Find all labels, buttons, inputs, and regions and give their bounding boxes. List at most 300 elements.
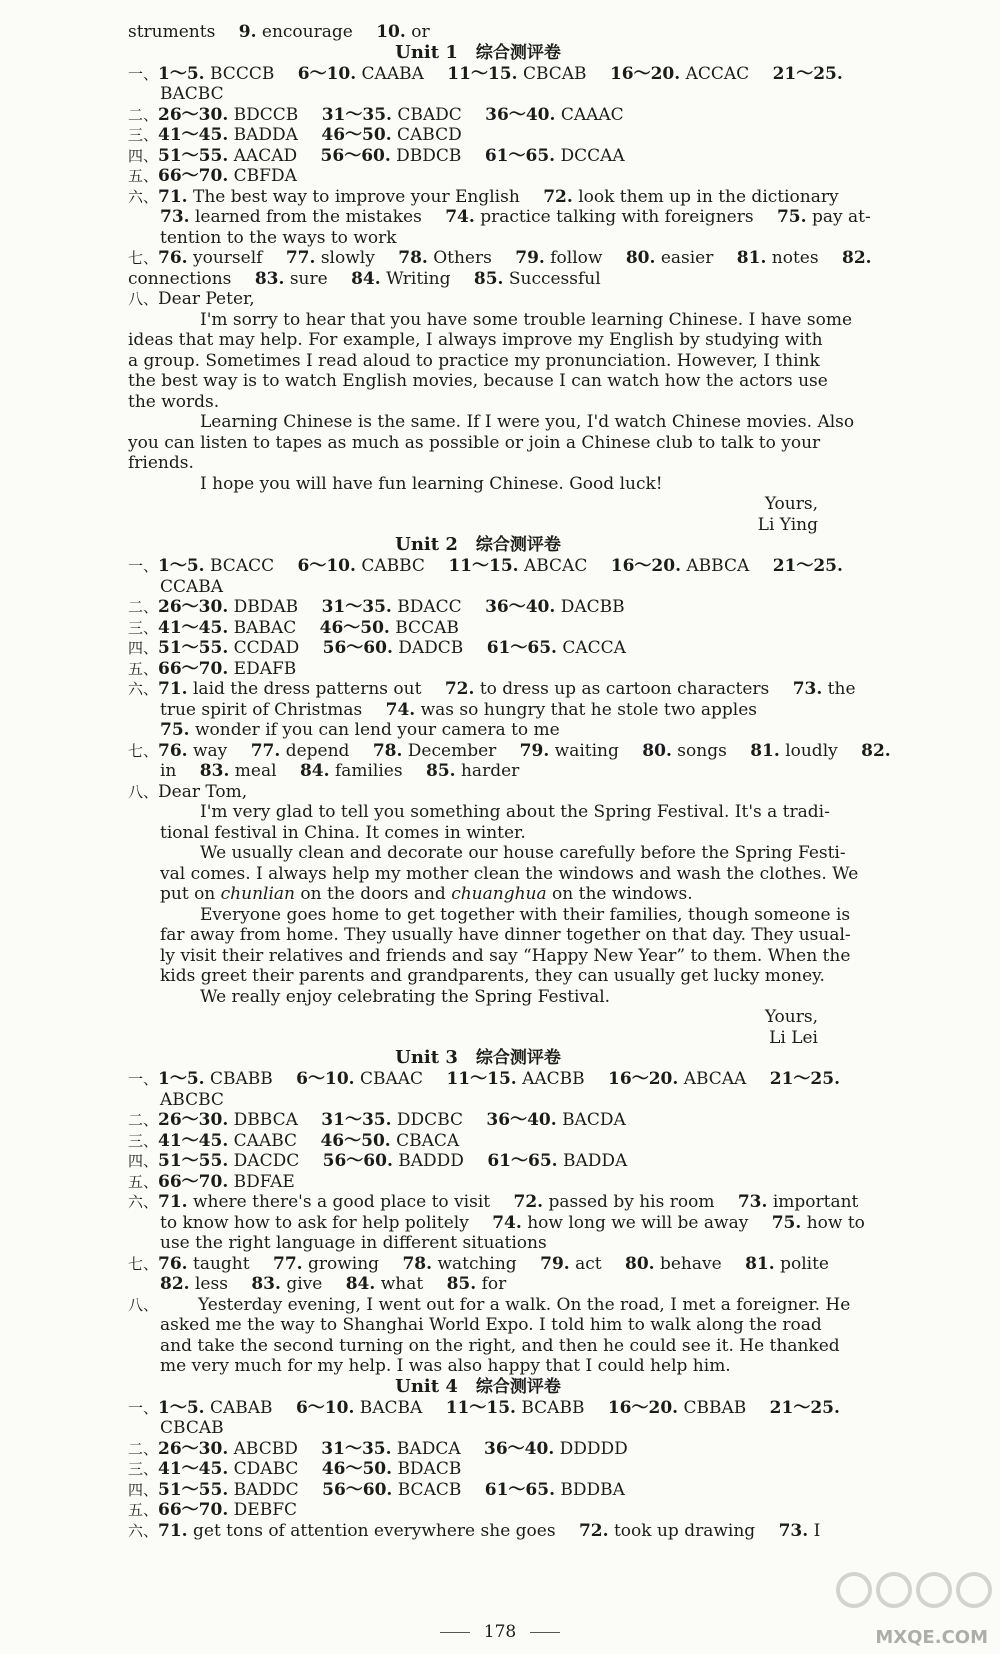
text-span: We usually clean and decorate our house carefully before the Spring Festi-: [200, 843, 846, 863]
page-content: [128, 22, 891, 1541]
text-span: 66～70.: [158, 166, 229, 186]
section-1: [128, 63, 843, 85]
text-span: the best way is to watch English movies, because I can watch how the actors use: [128, 371, 828, 391]
text-span: BACBA: [359, 1397, 423, 1418]
text-span: CCDAD: [233, 638, 300, 658]
text-span: 51～55.: [158, 1479, 229, 1500]
text-span: CBFDA: [233, 166, 297, 186]
text-span: CABBC: [361, 556, 425, 576]
unit-label: Unit 1: [395, 41, 458, 63]
footer-rule: [440, 1632, 470, 1633]
text-span: BCACB: [397, 1479, 462, 1500]
text-span: DBBCA: [233, 1110, 298, 1130]
text-span: you can listen to tapes as much as possible or join a Chinese club to talk to your: [128, 432, 821, 453]
text-span: way: [193, 740, 228, 761]
text-span: 36～40.: [485, 104, 556, 125]
text-span: kids greet their parents and grandparents, they can usually get lucky money.: [160, 966, 825, 986]
text-span: laid the dress patterns out: [193, 679, 422, 699]
text-span: 46～50.: [320, 1130, 391, 1151]
text-span: 56～60.: [322, 1151, 393, 1171]
text-span: songs: [677, 740, 727, 761]
text-span: CBCAB: [160, 1418, 224, 1438]
section-6-cont: [128, 207, 871, 228]
text-span: 41～45.: [158, 1130, 229, 1151]
text-span: ABCBD: [233, 1438, 298, 1459]
letter-paragraph: [128, 843, 859, 905]
text-span: wonder if you can lend your camera to me: [194, 720, 560, 740]
text-span: yourself: [193, 248, 263, 268]
section-1: [128, 1397, 840, 1419]
section-6: [128, 679, 856, 700]
text-span: learned from the mistakes: [194, 207, 422, 227]
text-span: DADCB: [398, 638, 464, 658]
text-span: get tons of attention everywhere she goes: [193, 1520, 556, 1541]
text-span: CBCAB: [522, 63, 587, 84]
text-span: Writing: [386, 268, 451, 289]
text-span: act: [575, 1253, 602, 1274]
item-number: 9.: [238, 22, 257, 42]
text-span: ABCBC: [160, 1089, 224, 1110]
text-span: Everyone goes home to get together with their families, though someone is: [200, 904, 851, 925]
text-span: 三、: [128, 1131, 159, 1150]
text-span: depend: [285, 740, 350, 761]
section-7: [128, 248, 872, 269]
text-span: DBDCB: [396, 145, 462, 166]
text-span: 71.: [158, 186, 188, 207]
unit-subtitle: 综合测评卷: [475, 42, 561, 63]
text-span: waiting: [554, 740, 619, 761]
text-span: 41～45.: [158, 1459, 229, 1479]
text-span: 二、: [128, 598, 159, 616]
text-span: 11～15.: [445, 1397, 516, 1418]
text-span: 61～65.: [487, 1151, 558, 1171]
text-span: 31～35.: [321, 1110, 392, 1130]
text-span: ABCAA: [683, 1069, 747, 1089]
text-span: 85.: [426, 761, 456, 781]
text-span: 61～65.: [484, 145, 556, 166]
text-span: CDABC: [233, 1459, 299, 1479]
text-span: 41～45.: [158, 617, 229, 638]
text-line: [128, 884, 828, 905]
text-span: BDACB: [397, 1459, 462, 1479]
text-span: 77.: [285, 248, 316, 268]
text-span: asked me the way to Shanghai World Expo. I told him to walk along the road: [160, 1315, 822, 1335]
text-span: important: [772, 1192, 859, 1212]
text-span: 16～20.: [610, 556, 681, 576]
text-span: 6～10.: [296, 1069, 355, 1089]
text-span: 66～70.: [158, 658, 229, 679]
text-span: I'm very glad to tell you something about the Spring Festival. It's a tradi-: [200, 802, 830, 822]
text-span: 84.: [345, 1274, 376, 1294]
text-span: tional festival in China. It comes in winter.: [160, 822, 526, 843]
section-5: [128, 659, 828, 680]
text-span: 77.: [272, 1253, 303, 1274]
text-span: far away from home. They usually have dinner together on that day. They usual-: [160, 925, 851, 945]
text-span: 51～55.: [158, 638, 229, 658]
text-span: 74.: [492, 1212, 522, 1233]
text-span: 78.: [402, 1253, 433, 1274]
text-span: 26～30.: [158, 1110, 229, 1130]
text-span: 79.: [540, 1253, 570, 1274]
section-3: [128, 1131, 828, 1152]
text-span: easier: [660, 248, 714, 268]
letter-closing: Yours,: [764, 1007, 818, 1027]
text-span: 31～35.: [321, 1438, 392, 1459]
letter-paragraph: [128, 412, 855, 474]
unit-label: Unit 4: [395, 1375, 458, 1397]
text-span: 1～5.: [158, 63, 205, 84]
section-4: [128, 146, 828, 167]
text-span: 八、: [128, 782, 159, 801]
text-span: families: [334, 761, 403, 781]
text-span: harder: [460, 761, 520, 781]
text-span: to know how to ask for help politely: [160, 1212, 469, 1233]
section-1-cont: [128, 84, 828, 105]
section-2: [128, 1439, 828, 1460]
text-span: 72.: [444, 679, 475, 699]
section-6-cont: [128, 1233, 828, 1254]
carryover-text: struments: [128, 22, 216, 42]
text-span: on the doors and: [300, 884, 446, 904]
unit-subtitle: 综合测评卷: [475, 535, 561, 555]
text-span: 一、: [128, 1398, 159, 1417]
section-7-cont: [128, 269, 828, 290]
text-span: BCACC: [210, 556, 275, 576]
text-span: 82.: [160, 1274, 190, 1294]
text-span: behave: [659, 1253, 722, 1274]
text-span: 51～55.: [158, 145, 229, 166]
unit-2-title: [128, 535, 828, 556]
text-span: CAAAC: [560, 104, 624, 125]
text-span: 11～15.: [447, 63, 518, 84]
text-span: 八、: [128, 290, 159, 308]
letter-paragraph: I hope you will have fun learning Chinese. Good luck!: [200, 473, 663, 494]
text-span: chunlian: [220, 884, 295, 904]
text-span: DEBFC: [233, 1500, 297, 1520]
text-span: AACBB: [522, 1069, 585, 1089]
text-span: 六、: [128, 680, 159, 698]
text-span: Yesterday evening, I went out for a walk. On the road, I met a foreigner. He: [198, 1294, 851, 1315]
section-8: [128, 1294, 851, 1377]
letter-paragraph: We really enjoy celebrating the Spring Festival.: [200, 986, 611, 1007]
text-span: 71.: [158, 679, 188, 699]
text-span: 二、: [128, 1111, 159, 1129]
unit-label: Unit 3: [395, 1047, 458, 1068]
text-span: AACAD: [233, 145, 298, 166]
text-span: 75.: [160, 720, 190, 740]
text-span: BDACC: [397, 597, 462, 617]
letter-signature: Li Ying: [757, 514, 818, 535]
text-span: 85.: [446, 1274, 477, 1294]
text-span: polite: [780, 1253, 829, 1274]
section-4: [128, 1480, 828, 1501]
text-span: the: [827, 679, 856, 699]
text-span: I: [813, 1520, 821, 1541]
text-span: ideas that may help. For example, I always improve my English by studying with: [128, 330, 823, 350]
unit-4-title: [128, 1377, 828, 1398]
text-span: CABAB: [210, 1397, 273, 1418]
text-span: 16～20.: [607, 1397, 679, 1418]
section-marker: 一、: [128, 64, 159, 83]
text-span: put on: [160, 884, 216, 904]
text-span: 1～5.: [158, 1397, 205, 1418]
text-span: 46～50.: [321, 1459, 393, 1479]
text-span: 76.: [158, 740, 188, 761]
text-span: and take the second turning on the right, and then he could see it. He thanked: [160, 1335, 840, 1356]
text-span: BDCCB: [233, 104, 299, 125]
text-span: 84.: [299, 761, 330, 781]
text-span: BADDD: [398, 1151, 464, 1171]
text-span: 11～15.: [446, 1069, 517, 1089]
text-span: 72.: [513, 1192, 544, 1212]
text-span: 三、: [128, 1460, 159, 1478]
page-number: 178: [483, 1622, 517, 1642]
text-span: 五、: [128, 659, 159, 678]
text-span: CBABB: [210, 1069, 273, 1089]
text-span: pay at-: [811, 207, 871, 227]
text-span: 六、: [128, 187, 159, 206]
text-span: 71.: [158, 1520, 188, 1541]
text-span: 84.: [351, 268, 381, 289]
text-span: ACCAC: [685, 63, 750, 84]
letter-paragraph: [128, 904, 851, 987]
text-span: 41～45.: [158, 125, 229, 145]
text-span: 66～70.: [158, 1171, 229, 1192]
section-8: [128, 782, 828, 803]
unit-label: Unit 2: [395, 534, 458, 555]
text-span: 21～25.: [769, 1397, 840, 1418]
text-span: BADDC: [233, 1479, 299, 1500]
text-span: how long we will be away: [527, 1212, 749, 1233]
text-span: true spirit of Christmas: [160, 699, 363, 720]
text-span: I'm sorry to hear that you have some trouble learning Chinese. I have some: [200, 309, 853, 330]
text-span: 四、: [128, 1480, 159, 1499]
section-3: [128, 1459, 828, 1480]
text-span: 16～20.: [608, 1069, 679, 1089]
footer-rule: [530, 1632, 560, 1633]
text-span: the words.: [128, 391, 220, 412]
section-8: [128, 289, 828, 310]
text-span: 36～40.: [484, 1438, 555, 1459]
text-span: DDDDD: [559, 1438, 628, 1459]
text-span: was so hungry that he stole two apples: [420, 699, 758, 720]
text-span: 46～50.: [321, 125, 392, 145]
text-span: to dress up as cartoon characters: [479, 679, 770, 699]
unit-3-title: [128, 1048, 828, 1069]
text-span: 75.: [771, 1212, 802, 1233]
text-span: EDAFB: [233, 658, 297, 679]
text-span: 73.: [737, 1192, 768, 1212]
text-span: 31～35.: [321, 597, 392, 617]
text-span: 16～20.: [609, 63, 681, 84]
text-span: BACDA: [562, 1110, 626, 1130]
section-1: [128, 1069, 840, 1090]
text-span: 82.: [841, 248, 872, 268]
text-span: DACDC: [233, 1151, 300, 1171]
text-span: watching: [437, 1253, 517, 1274]
text-span: in: [160, 761, 177, 781]
text-span: less: [194, 1274, 228, 1294]
text-span: 76.: [158, 248, 188, 268]
section-1-cont: [128, 1418, 828, 1439]
letter-greeting: Dear Peter,: [158, 289, 255, 309]
text-span: 三、: [128, 126, 159, 144]
text-span: CAABA: [361, 63, 424, 84]
text-span: 78.: [372, 740, 403, 761]
text-span: 51～55.: [158, 1151, 229, 1171]
text-span: 74.: [385, 699, 416, 720]
section-5: [128, 1500, 828, 1521]
text-span: 83.: [199, 761, 230, 781]
text-span: 36～40.: [486, 1110, 557, 1130]
section-5: [128, 166, 828, 187]
text-span: 七、: [128, 1254, 159, 1273]
text-span: 一、: [128, 557, 159, 575]
letter-greeting: Dear Tom,: [158, 781, 248, 802]
text-line: [128, 1294, 851, 1316]
text-span: 26～30.: [158, 104, 229, 125]
text-span: December: [407, 740, 497, 761]
text-span: 6～10.: [297, 556, 356, 576]
answer-text: encourage: [261, 22, 353, 42]
text-span: BCCAB: [395, 617, 459, 638]
carryover-line: [128, 22, 828, 43]
text-span: BABAC: [233, 617, 297, 638]
text-span: 71.: [158, 1192, 188, 1212]
text-span: taught: [193, 1253, 250, 1274]
text-span: 六、: [128, 1521, 159, 1540]
section-5: [128, 1172, 828, 1193]
text-span: 81.: [750, 740, 780, 761]
text-span: 56～60.: [322, 1479, 393, 1500]
text-span: what: [380, 1274, 424, 1294]
section-6-cont: [128, 720, 828, 741]
text-span: 56～60.: [322, 638, 393, 658]
text-span: CCABA: [160, 576, 224, 597]
text-span: how to: [806, 1212, 865, 1233]
text-span: 21～25.: [772, 63, 843, 84]
text-span: passed by his room: [548, 1192, 715, 1212]
text-span: on the windows.: [552, 884, 693, 904]
text-span: CBADC: [397, 104, 462, 125]
text-span: BCABB: [521, 1397, 585, 1418]
text-span: ly visit their relatives and friends and say “Happy New Year” to them. When the: [160, 945, 851, 966]
watermark-text: MXQE.COM: [875, 1626, 988, 1648]
text-span: 一、: [128, 1070, 159, 1088]
text-span: look them up in the dictionary: [578, 186, 839, 207]
unit-subtitle: 综合测评卷: [475, 1376, 561, 1397]
section-1-cont: [128, 577, 828, 598]
text-span: 6～10.: [297, 63, 357, 84]
text-span: ABBCA: [686, 556, 750, 576]
section-7-cont: [128, 1274, 828, 1295]
text-span: 六、: [128, 1193, 159, 1211]
text-span: growing: [307, 1253, 380, 1274]
text-span: practice talking with foreigners: [480, 207, 754, 227]
text-span: DBDAB: [233, 597, 299, 617]
section-1: [128, 556, 843, 577]
text-span: 31～35.: [321, 104, 392, 125]
text-span: 74.: [445, 207, 475, 227]
text-span: 79.: [515, 248, 545, 268]
text-span: 1～5.: [158, 556, 205, 576]
text-span: 四、: [128, 1152, 159, 1170]
text-span: 83.: [251, 1274, 281, 1294]
letter-signature: Li Lei: [769, 1027, 818, 1048]
section-2: [128, 1110, 828, 1131]
answer-text: or: [411, 22, 430, 42]
text-span: 四、: [128, 146, 159, 165]
text-span: 6～10.: [295, 1397, 355, 1418]
text-span: 四、: [128, 639, 159, 657]
section-1-cont: [128, 1090, 828, 1111]
text-span: 76.: [158, 1253, 188, 1274]
text-span: val comes. I always help my mother clean the windows and wash the clothes. We: [160, 863, 859, 884]
text-span: 五、: [128, 1172, 159, 1191]
text-span: BADDA: [233, 125, 298, 145]
text-span: 81.: [736, 248, 767, 268]
text-span: slowly: [320, 248, 375, 268]
text-span: 21～25.: [772, 556, 843, 576]
text-span: took up drawing: [613, 1520, 756, 1541]
text-span: follow: [550, 248, 603, 268]
text-span: 80.: [642, 740, 672, 761]
section-6-cont: [128, 1212, 865, 1234]
text-span: 82.: [861, 740, 891, 761]
text-span: CABCD: [397, 125, 462, 145]
text-span: 五、: [128, 167, 159, 185]
text-span: 21～25.: [769, 1069, 840, 1089]
text-span: Learning Chinese is the same. If I were you, I'd watch Chinese movies. Also: [200, 412, 855, 432]
text-span: 85.: [473, 268, 504, 289]
text-span: 26～30.: [158, 597, 229, 617]
text-span: ABCAC: [523, 556, 588, 576]
section-6: [128, 186, 839, 208]
text-span: 八、: [128, 1295, 159, 1314]
section-2: [128, 105, 828, 126]
text-span: 80.: [625, 248, 656, 268]
text-span: 73.: [160, 207, 190, 227]
text-span: BADCA: [396, 1438, 461, 1459]
text-span: 75.: [776, 207, 807, 227]
section-6: [128, 1521, 828, 1542]
text-span: 77.: [250, 740, 281, 761]
text-span: me very much for my help. I was also happy that I could help him.: [160, 1356, 731, 1376]
text-span: 三、: [128, 618, 159, 637]
text-span: CAABC: [233, 1130, 298, 1151]
item-number: 10.: [376, 22, 406, 42]
text-span: CACCA: [562, 638, 626, 658]
text-span: 二、: [128, 1439, 159, 1458]
text-span: 66～70.: [158, 1500, 229, 1520]
text-span: give: [286, 1274, 323, 1294]
text-span: friends.: [128, 453, 194, 473]
text-span: DCCAA: [560, 145, 625, 166]
text-span: BACBC: [160, 84, 224, 104]
text-span: BADDA: [562, 1151, 628, 1171]
text-span: CBACA: [396, 1130, 460, 1151]
text-span: 73.: [778, 1520, 809, 1541]
text-span: loudly: [785, 740, 838, 761]
text-span: 七、: [128, 741, 159, 760]
text-span: connections: [128, 268, 232, 289]
letter-closing: Yours,: [764, 494, 818, 514]
text-span: CBAAC: [359, 1069, 424, 1089]
section-3: [128, 125, 828, 146]
text-span: for: [481, 1274, 507, 1294]
text-span: use the right language in different situations: [160, 1233, 547, 1253]
text-span: 46～50.: [319, 617, 390, 638]
